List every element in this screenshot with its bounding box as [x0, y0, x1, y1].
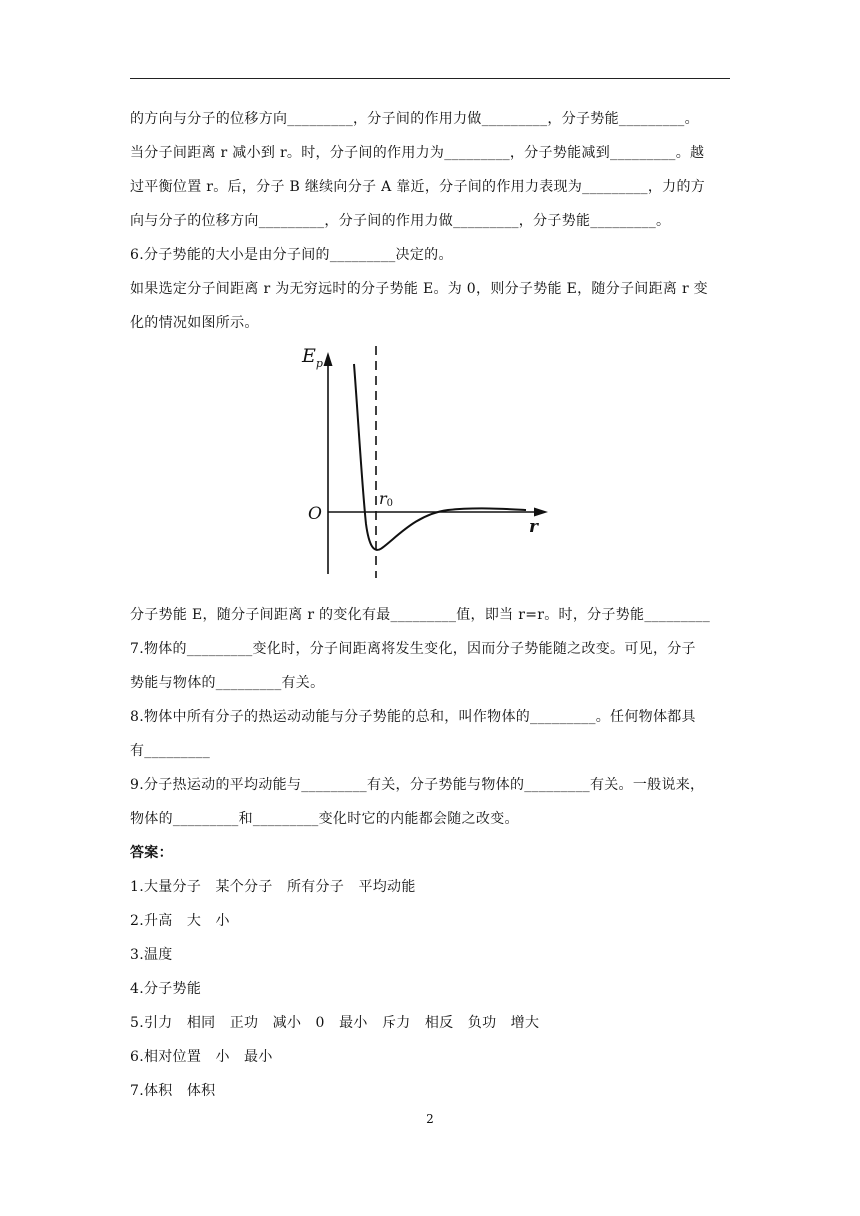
y-axis-label: $E_p$ — [302, 346, 323, 370]
answer-item: 7.体积 体积 — [130, 1083, 216, 1099]
text-line: 如果选定分子间距离 r 为无穷远时的分子势能 E。为 0，则分子势能 E，随分子间距离 r 变 — [130, 281, 708, 297]
question-6: 6.分子势能的大小是由分子间的_________决定的。 — [130, 247, 453, 263]
answer-item: 3.温度 — [130, 947, 173, 963]
page-number: 2 — [426, 1112, 434, 1126]
y-axis-arrow — [324, 352, 333, 366]
text-line: 分子势能 E，随分子间距离 r 的变化有最_________值，即当 r=r。时，分子势能_________ — [130, 607, 711, 623]
x-axis-label: r — [529, 517, 538, 537]
text-line: 过平衡位置 r。后，分子 B 继续向分子 A 靠近，分子间的作用力表现为_________，力的方 — [130, 179, 706, 195]
origin-label: O — [308, 504, 322, 524]
text-line: 的方向与分子的位移方向_________，分子间的作用力做_________，分子势能_________。 — [130, 111, 699, 127]
potential-energy-figure — [130, 340, 730, 598]
question-9: 9.分子热运动的平均动能与_________有关，分子势能与物体的_________有关。一般说来， — [130, 777, 705, 793]
potential-energy-diagram — [298, 346, 558, 586]
answers-heading: 答案： — [130, 845, 173, 861]
page-content — [130, 102, 730, 1108]
header-rule — [130, 78, 730, 79]
text-line: 向与分子的位移方向_________，分子间的作用力做_________，分子势能_________。 — [130, 213, 671, 229]
x-axis-arrow — [534, 508, 548, 517]
text-line: 当分子间距离 r 减小到 r。时，分子间的作用力为_________，分子势能减到_________。越 — [130, 145, 705, 161]
answer-item: 5.引力 相同 正功 减小 0 最小 斥力 相反 负功 增大 — [130, 1015, 540, 1031]
question-7: 7.物体的_________变化时，分子间距离将发生变化，因而分子势能随之改变。可见，分子 — [130, 641, 696, 657]
answer-item: 1.大量分子 某个分子 所有分子 平均动能 — [130, 879, 416, 895]
text-line: 物体的_________和_________变化时它的内能都会随之改变。 — [130, 811, 519, 827]
question-8: 8.物体中所有分子的热运动动能与分子势能的总和，叫作物体的_________。任何物体都具 — [130, 709, 696, 725]
text-line: 势能与物体的_________有关。 — [130, 675, 325, 691]
potential-energy-curve — [354, 364, 526, 550]
y-axis-label-subscript: p — [315, 357, 323, 370]
answer-item: 4.分子势能 — [130, 981, 202, 997]
text-line: 化的情况如图所示。 — [130, 315, 259, 331]
answer-item: 6.相对位置 小 最小 — [130, 1049, 273, 1065]
r0-label-subscript: 0 — [386, 498, 394, 509]
answer-item: 2.升高 大 小 — [130, 913, 230, 929]
text-line: 有_________ — [130, 743, 210, 759]
r0-label: r0 — [379, 489, 394, 509]
